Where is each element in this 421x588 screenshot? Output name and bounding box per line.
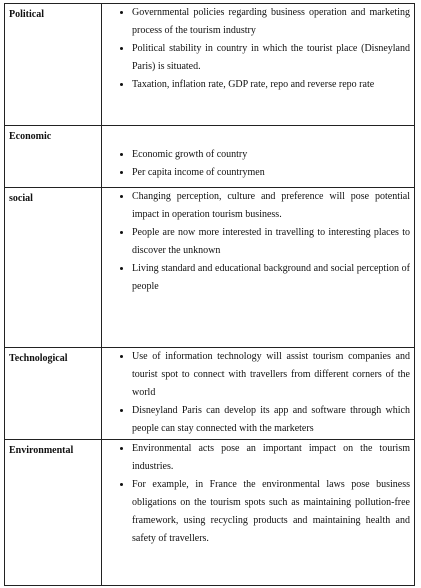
- factor-cell: Political: [5, 4, 102, 126]
- list-item: • Taxation, inflation rate, GDP rate, repo and reverse repo rate: [132, 76, 410, 94]
- list-item: • Living standard and educational background and social perception of people: [132, 260, 410, 296]
- factor-cell: social: [5, 188, 102, 348]
- factor-cell: Environmental: [5, 440, 102, 586]
- factor-cell: Technological: [5, 348, 102, 440]
- list-item: • Governmental policies regarding business operation and marketing process of the tourism industry: [132, 4, 410, 40]
- list-item: • Changing perception, culture and preference will pose potential impact in operation tourism business.: [132, 188, 410, 224]
- list-item: • Disneyland Paris can develop its app and software through which people can stay connected with the marketers: [132, 402, 410, 438]
- bullet-list: [102, 440, 410, 548]
- points-cell: [102, 348, 415, 440]
- factor-cell: Economic: [5, 126, 102, 188]
- list-item: • Use of information technology will assist tourism companies and tourist spot to connect with travellers from different corners of the world: [132, 348, 410, 402]
- bullet-list: [102, 188, 410, 296]
- pest-analysis-table: [4, 3, 415, 586]
- bullet-list: [102, 348, 410, 438]
- points-cell: [102, 188, 415, 348]
- points-cell: [102, 440, 415, 586]
- list-item: • Per capita income of countrymen: [132, 164, 410, 182]
- points-cell: [102, 126, 415, 188]
- table-row-environmental: [5, 440, 415, 586]
- bullet-list: [102, 4, 410, 94]
- table-row-technological: [5, 348, 415, 440]
- list-item: • Environmental acts pose an important impact on the tourism industries.: [132, 440, 410, 476]
- table-row-social: [5, 188, 415, 348]
- list-item: • For example, in France the environmental laws pose business obligations on the tourism spots such as maintaining pollution-free framework, using recycling products and maintaining health and safety of travellers.: [132, 476, 410, 548]
- list-item: • Economic growth of country: [132, 146, 410, 164]
- table-row-economic: [5, 126, 415, 188]
- list-item: • People are now more interested in travelling to interesting places to discover the unknown: [132, 224, 410, 260]
- list-item: • Political stability in country in which the tourist place (Disneyland Paris) is situated.: [132, 40, 410, 76]
- table-row-political: [5, 4, 415, 126]
- bullet-list: [102, 146, 410, 182]
- points-cell: [102, 4, 415, 126]
